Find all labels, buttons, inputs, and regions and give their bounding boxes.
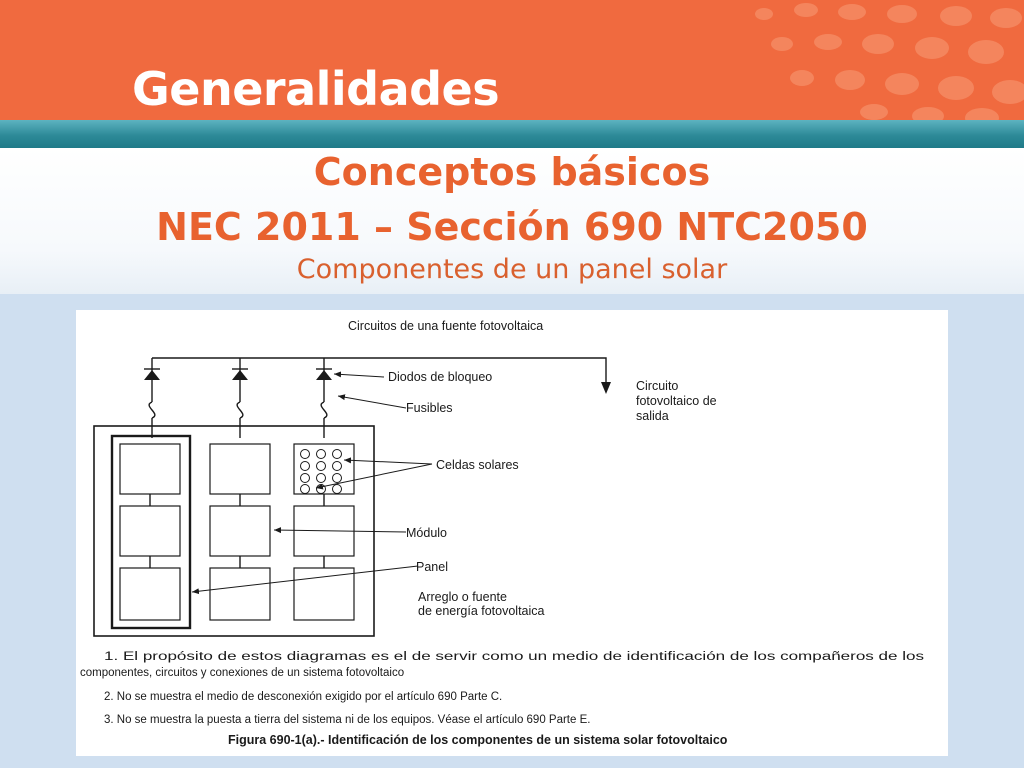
decorative-dots bbox=[724, 0, 1024, 120]
fuse-2 bbox=[237, 402, 243, 418]
note-3: 3. No se muestra la puesta a tierra del sistema ni de los equipos. Véase el artículo 690 Parte E. bbox=[104, 714, 591, 726]
pointer-panel bbox=[192, 566, 418, 592]
blocking-diode-3 bbox=[316, 370, 332, 380]
fuse-1 bbox=[149, 402, 155, 418]
note-2: 2. No se muestra el medio de desconexión exigido por el artículo 690 Parte C. bbox=[104, 691, 503, 703]
panel-box bbox=[112, 436, 190, 628]
slide-header bbox=[0, 0, 1024, 120]
label-arreglo-1: Arreglo o fuente bbox=[418, 590, 507, 604]
pv-diagram bbox=[76, 310, 948, 756]
slide-title: Generalidades bbox=[132, 62, 500, 116]
pointer-fusibles bbox=[338, 396, 406, 408]
label-fusibles: Fusibles bbox=[406, 401, 453, 415]
output-bus-line bbox=[152, 358, 606, 382]
label-diodos: Diodos de bloqueo bbox=[388, 370, 493, 384]
label-circuito-2: fotovoltaico de bbox=[636, 394, 717, 408]
subtitle-topic: Componentes de un panel solar bbox=[296, 254, 728, 285]
pv-system-figure bbox=[76, 310, 948, 756]
modules-column-2 bbox=[210, 444, 270, 620]
subtitle-concepts: Conceptos básicos bbox=[313, 150, 711, 194]
label-circuito-1: Circuito bbox=[636, 379, 679, 393]
pointer-celdas-1 bbox=[344, 460, 432, 464]
note-1a: 1. El propósito de estos diagramas es el de servir como un medio de identificación de los compañeros de los bbox=[104, 651, 925, 663]
figure-caption: Figura 690-1(a).- Identificación de los componentes de un sistema solar fotovoltaico bbox=[228, 733, 728, 747]
pointer-diodos bbox=[334, 374, 384, 377]
teal-divider-band bbox=[0, 120, 1024, 148]
modules-column-3 bbox=[294, 444, 354, 620]
blocking-diode-2 bbox=[232, 370, 248, 380]
subtitle-standard: NEC 2011 – Sección 690 NTC2050 bbox=[156, 205, 868, 249]
label-celdas: Celdas solares bbox=[436, 458, 519, 472]
fuse-3 bbox=[321, 402, 327, 418]
label-arreglo-2: de energía fotovoltaica bbox=[418, 604, 545, 618]
label-circuito-3: salida bbox=[636, 409, 669, 423]
diagram-heading: Circuitos de una fuente fotovoltaica bbox=[348, 319, 544, 333]
note-1b: componentes, circuitos y conexiones de un sistema fotovoltaico bbox=[80, 667, 405, 679]
label-modulo: Módulo bbox=[406, 526, 447, 540]
output-arrow bbox=[601, 382, 611, 394]
blocking-diode-1 bbox=[144, 370, 160, 380]
label-panel: Panel bbox=[416, 560, 448, 574]
modules-column-1 bbox=[120, 444, 180, 620]
